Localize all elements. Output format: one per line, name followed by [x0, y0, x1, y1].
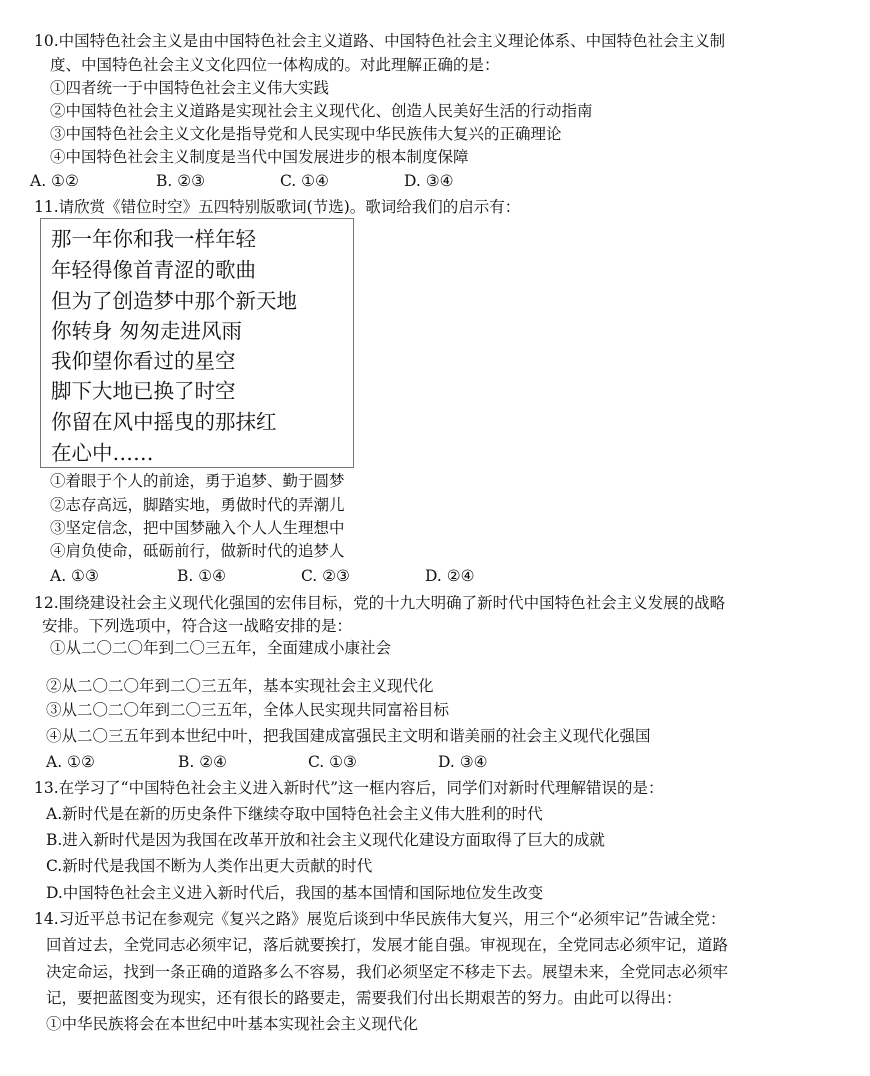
q12-item-4: ④从二〇三五年到本世纪中叶，把我国建成富强民主文明和谐美丽的社会主义现代化强国: [46, 727, 651, 745]
q11-lyric-line: 你转身 匆匆走进风雨: [51, 319, 243, 343]
q12-option-c: C. ①③: [308, 753, 357, 771]
q14-passage-line2: 决定命运，找到一条正确的道路多么不容易，我们必须坚定不移走下去。展望未来，全党同志必须牢: [46, 963, 729, 981]
q11-option-d: D. ②④: [425, 567, 475, 585]
q11-lyric-line: 脚下大地已换了时空: [51, 379, 236, 403]
q10-option-d: D. ③④: [404, 172, 454, 190]
q14-item-1: ①中华民族将会在本世纪中叶基本实现社会主义现代化: [46, 1015, 419, 1033]
q11-item-2: ②志存高远，脚踏实地，勇做时代的弄潮儿: [50, 496, 345, 514]
q11-lyric-line: 年轻得像首青涩的歌曲: [51, 258, 256, 282]
q14-passage-line1: 回首过去，全党同志必须牢记，落后就要挨打，发展才能自强。审视现在，全党同志必须牢记，道路: [46, 936, 729, 954]
q12-item-2: ②从二〇二〇年到二〇三五年，基本实现社会主义现代化: [46, 677, 434, 695]
q10-options: [30, 170, 454, 192]
q11-lyric-line: 你留在风中摇曳的那抹红: [51, 410, 277, 434]
q11-lyric-line: 在心中……: [51, 441, 154, 465]
q10-option-b: B. ②③: [156, 172, 206, 190]
q11-item-4: ④肩负使命，砥砺前行，做新时代的追梦人: [50, 542, 345, 560]
q11-lyrics-box: [40, 218, 354, 468]
q13-option-b: B.进入新时代是因为我国在改革开放和社会主义现代化建设方面取得了巨大的成就: [46, 831, 605, 849]
q12-option-a: A. ①②: [46, 753, 95, 771]
q12-stem-line2: 安排。下列选项中，符合这一战略安排的是：: [42, 617, 353, 635]
q12-option-d: D. ③④: [438, 753, 488, 771]
q11-stem: 11.请欣赏《错位时空》五四特别版歌词(节选)。歌词给我们的启示有：: [34, 198, 521, 216]
q13-stem: 13.在学习了“中国特色社会主义进入新时代”这一框内容后，同学们对新时代理解错误的是：: [34, 779, 664, 797]
q10-item-1: ①四者统一于中国特色社会主义伟大实践: [50, 79, 330, 97]
q11-lyric-line: 我仰望你看过的星空: [51, 349, 236, 373]
q11-option-b: B. ①④: [177, 567, 227, 585]
q11-option-c: C. ②③: [301, 567, 350, 585]
q11-item-1: ①着眼于个人的前途，勇于追梦、勤于圆梦: [50, 472, 345, 490]
q10-stem-line2: 度、中国特色社会主义文化四位一体构成的。对此理解正确的是：: [50, 56, 500, 74]
q12-stem-line1: 12.围绕建设社会主义现代化强国的宏伟目标，党的十九大明确了新时代中国特色社会主义发展的战略: [34, 594, 726, 612]
q13-option-a: A.新时代是在新的历史条件下继续夺取中国特色社会主义伟大胜利的时代: [46, 805, 543, 823]
q12-item-3: ③从二〇二〇年到二〇三五年，全体人民实现共同富裕目标: [46, 701, 450, 719]
q10-option-a: A. ①②: [30, 172, 79, 190]
q11-lyric-line: 那一年你和我一样年轻: [51, 227, 256, 251]
q14-stem-line1: 14.习近平总书记在参观完《复兴之路》展览后谈到中华民族伟大复兴，用三个“必须牢记”告诫全党：: [34, 910, 726, 928]
q10-stem-line1: 10.中国特色社会主义是由中国特色社会主义道路、中国特色社会主义理论体系、中国特色社会主义制: [34, 32, 726, 50]
q12-item-1: ①从二〇二〇年到二〇三五年，全面建成小康社会: [50, 639, 392, 657]
q14-passage-line3: 记，要把蓝图变为现实，还有很长的路要走，需要我们付出长期艰苦的努力。由此可以得出：: [46, 989, 682, 1007]
q10-item-2: ②中国特色社会主义道路是实现社会主义现代化、创造人民美好生活的行动指南: [50, 102, 593, 120]
q10-item-3: ③中国特色社会主义文化是指导党和人民实现中华民族伟大复兴的正确理论: [50, 125, 562, 143]
q10-item-4: ④中国特色社会主义制度是当代中国发展进步的根本制度保障: [50, 148, 469, 166]
q11-options: [50, 565, 475, 587]
q11-item-3: ③坚定信念，把中国梦融入个人人生理想中: [50, 519, 345, 537]
q12-options: [46, 751, 488, 773]
q13-option-c: C.新时代是我国不断为人类作出更大贡献的时代: [46, 857, 373, 875]
q13-option-d: D.中国特色社会主义进入新时代后，我国的基本国情和国际地位发生改变: [46, 884, 544, 902]
q11-lyric-line: 但为了创造梦中那个新天地: [51, 289, 297, 313]
q12-option-b: B. ②④: [178, 753, 228, 771]
q11-option-a: A. ①③: [50, 567, 99, 585]
q10-option-c: C. ①④: [280, 172, 329, 190]
